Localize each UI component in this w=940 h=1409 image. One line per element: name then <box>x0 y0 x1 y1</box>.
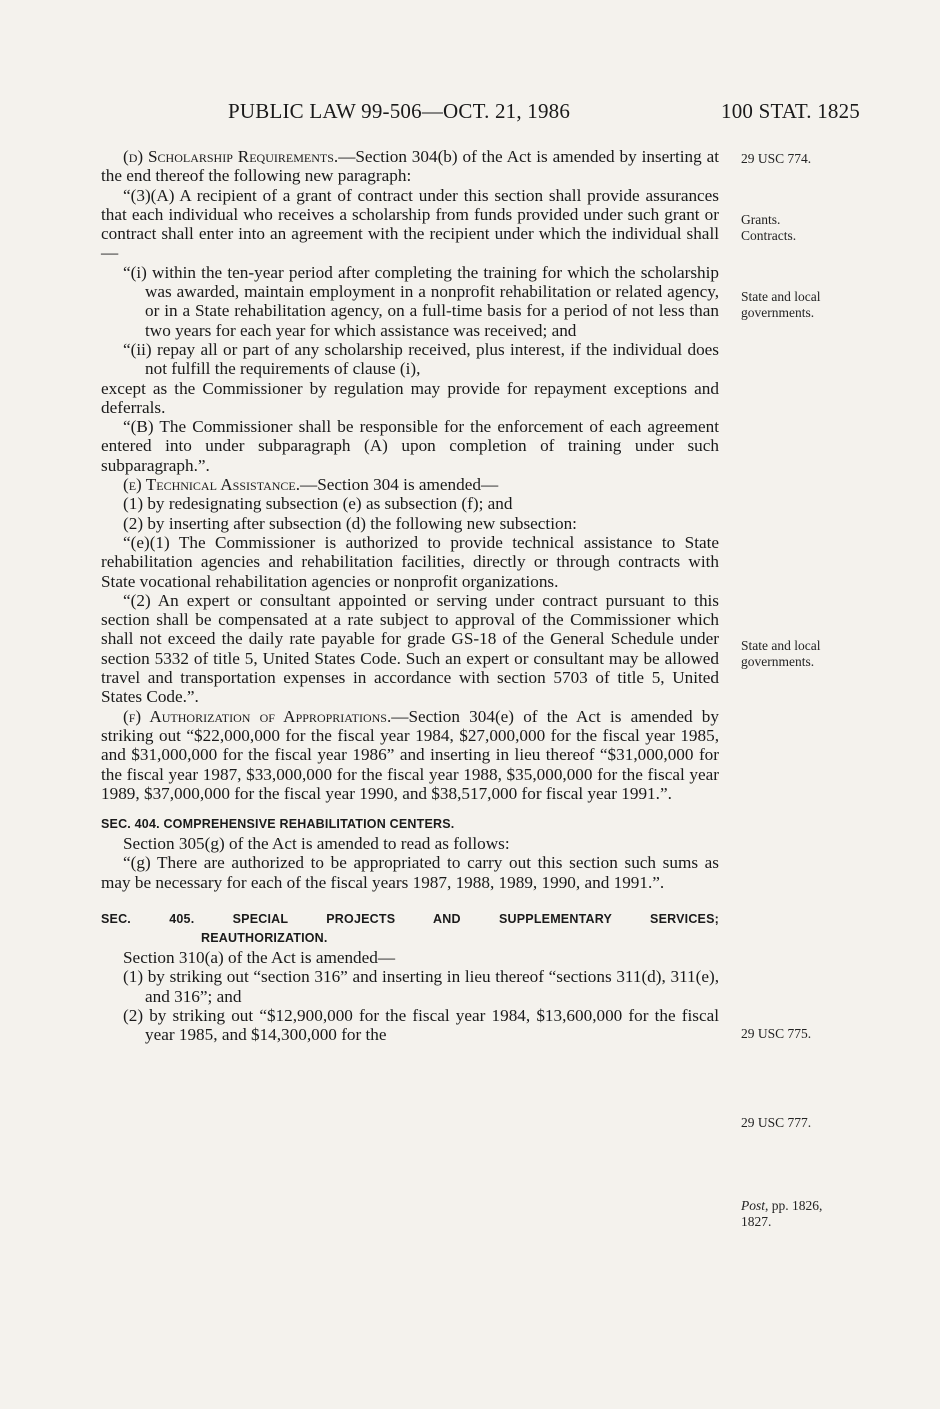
margin-note-state-local-1-line-2: governments. <box>741 305 815 320</box>
page-header <box>100 99 860 129</box>
paragraph-b: “(B) The Commissioner shall be responsible for the enforcement of each agreement entered into under subparagraph (A) upon completion of training under such subparagraph.”. <box>101 417 719 475</box>
except-clause: except as the Commissioner by regulation may provide for repayment exceptions and deferrals. <box>101 378 719 417</box>
margin-note-state-local-2-line-1: State and local <box>741 638 821 653</box>
subsection-d-heading: (d) Scholarship Requirements. <box>123 147 339 166</box>
subsection-d-text: —Section 304(b) of the Act is amended by inserting at the end thereof the following new paragraph: <box>101 147 719 186</box>
clause-ii: “(ii) repay all or part of any scholarship received, plus interest, if the individual does not fulfill the requirements of clause (i), <box>123 339 719 379</box>
section-405-item-2: (2) by striking out “$12,900,000 for the fiscal year 1984, $13,600,000 for the fiscal year 1985, and $14,300,000 for the <box>123 1005 719 1045</box>
subsection-f-heading: (f) Authorization of Appropriations. <box>123 706 392 726</box>
margin-note-state-local-1-line-1: State and local <box>741 289 821 304</box>
clause-i: “(i) within the ten-year period after completing the training for which the scholarship was awarded, maintain employment in a nonprofit rehabilitation or related agency, or in a State rehabilitation agency, on a full-time basis for a period of not less than two years for each year for which assistance was received; and <box>123 262 719 340</box>
margin-note-state-local-1 <box>741 289 871 321</box>
paragraph-e1: “(e)(1) The Commissioner is authorized to provide technical assistance to State rehabilitation agencies and rehabilitation facilities, directly or through contracts with State vocational rehabilitation agencies or nonprofit organizations. <box>101 532 719 591</box>
section-405-heading-line-2: REAUTHORIZATION. <box>201 930 328 945</box>
public-law-citation: PUBLIC LAW 99-506—OCT. 21, 1986 <box>228 99 571 123</box>
margin-note-29-usc-777: 29 USC 777. <box>741 1115 812 1130</box>
subsection-e <box>101 475 719 494</box>
subsection-e-heading: (e) Technical Assistance. <box>123 475 301 495</box>
margin-note-post-line-1 <box>741 1198 871 1214</box>
subsection-f <box>101 707 719 803</box>
margin-note-29-usc-774: 29 USC 774. <box>741 151 812 166</box>
section-404-subsection-g: “(g) There are authorized to be appropriated to carry out this section such sums as may be necessary for each of the fiscal years 1987, 1988, 1989, 1990, and 1991.”. <box>101 853 719 892</box>
section-405-intro: Section 310(a) of the Act is amended— <box>123 947 396 967</box>
margin-note-post-line-2: 1827. <box>741 1214 772 1229</box>
margin-note-grants: Grants. <box>741 212 781 227</box>
margin-note-post-pages-text: , pp. 1826, <box>765 1198 823 1213</box>
paragraph-3a: “(3)(A) A recipient of a grant of contract under this section shall provide assurances that each individual who receives a scholarship from funds provided under such grant or contract shall enter into an agreement with the recipient under which the individual shall— <box>101 185 719 263</box>
margin-note-post-italic: Post <box>741 1198 766 1213</box>
margin-note-29-usc-775: 29 USC 775. <box>741 1026 812 1041</box>
subsection-e-text: —Section 304 is amended— <box>300 475 499 495</box>
margin-note-state-local-2-line-2: governments. <box>741 654 815 669</box>
section-405-item-1: (1) by striking out “section 316” and inserting in lieu thereof “sections 311(d), 311(e), and 316”; and <box>123 967 719 1006</box>
margin-note-post-pages <box>741 1198 871 1230</box>
margin-note-contracts: Contracts. <box>741 228 797 243</box>
subsection-e-item-2: (2) by inserting after subsection (d) the following new subsection: <box>123 513 577 533</box>
subsection-e-item-1: (1) by redesignating subsection (e) as subsection (f); and <box>123 494 513 514</box>
subsection-f-text: —Section 304(e) of the Act is amended by striking out “$22,000,000 for the fiscal year 1984, $27,000,000 for the fiscal year 1985, and $31,000,000 for the fiscal year 1986” and inserting in lieu thereof “$31,000,000 for the fiscal year 1987, $33,000,000 for the fiscal year 1988, $35,000,000 for the fiscal year 1989, $37,000,000 for the fiscal year 1990, and $38,517,000 for fiscal year 1991.”. <box>101 706 719 803</box>
paragraph-e2: “(2) An expert or consultant appointed or serving under contract pursuant to this section shall be compensated at a rate subject to approval of the Commissioner which shall not exceed the daily rate payable for grade GS-18 of the General Schedule under section 5332 of title 5, United States Code. Such an expert or consultant may be allowed travel and transportation expenses in accordance with section 5703 of title 5, United States Code.”. <box>101 590 719 707</box>
section-404-heading: SEC. 404. COMPREHENSIVE REHABILITATION CENTERS. <box>101 817 455 832</box>
subsection-d <box>101 147 719 186</box>
statute-page-number: 100 STAT. 1825 <box>721 99 860 123</box>
document-body <box>101 147 719 1044</box>
section-405-heading-line-1: SEC. 405. SPECIAL PROJECTS AND SUPPLEMENTARY SERVICES; <box>101 911 719 926</box>
margin-note-state-local-2 <box>741 638 871 670</box>
section-404-intro: Section 305(g) of the Act is amended to read as follows: <box>123 834 510 854</box>
